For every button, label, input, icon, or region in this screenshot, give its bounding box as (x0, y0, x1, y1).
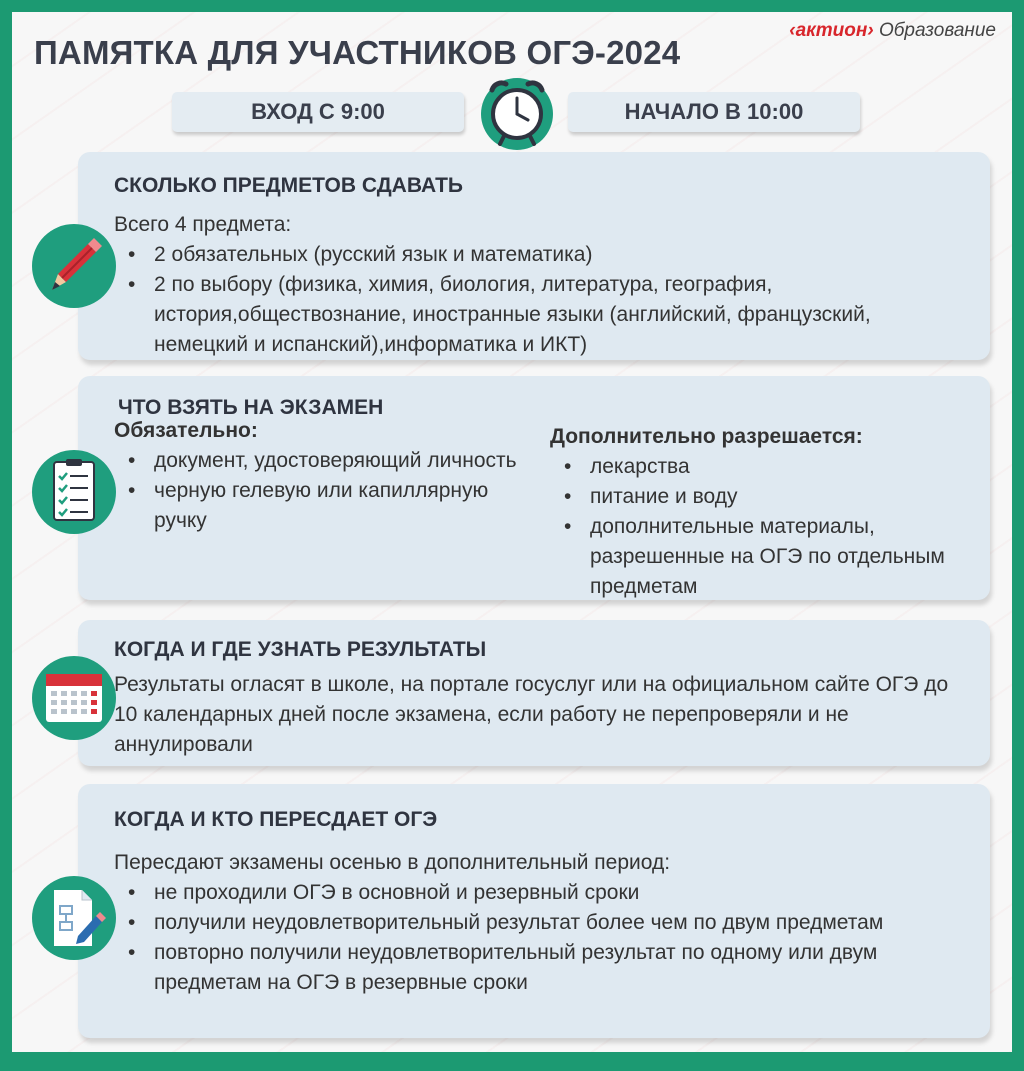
bring-required-list (114, 446, 534, 536)
checklist-icon (32, 450, 116, 534)
brand-name: ‹актион› (789, 20, 874, 41)
list-item: • 2 обязательных (русский язык и математика) (114, 240, 944, 270)
list-item: • повторно получили неудовлетворительный результат по одному или двум предметам на ОГЭ в резервные сроки (114, 938, 984, 998)
retake-text (114, 848, 984, 998)
page-title: ПАМЯТКА ДЛЯ УЧАСТНИКОВ ОГЭ-2024 (34, 34, 681, 71)
brand-sub: Образование (878, 20, 996, 41)
subjects-intro: Всего 4 предмета: (114, 213, 292, 236)
bring-extra-column (550, 422, 970, 602)
list-item: • не проходили ОГЭ в основной и резервный сроки (114, 878, 984, 908)
retake-list (114, 878, 984, 998)
results-text (114, 670, 974, 760)
list-item: • лекарства (550, 452, 970, 482)
retake-title: КОГДА И КТО ПЕРЕСДАЕТ ОГЭ (114, 808, 438, 831)
bring-extra-title: Дополнительно разрешается: (550, 425, 863, 448)
document-pen-icon (32, 876, 116, 960)
results-body: Результаты огласят в школе, на портале госуслуг или на официальном сайте ОГЭ до 10 календарных дней после экзамена, если работу не перепроверяли и не аннулировали (114, 673, 949, 756)
subjects-list (114, 240, 944, 360)
results-card (78, 620, 990, 766)
subjects-card (78, 152, 990, 360)
bring-required-title: Обязательно: (114, 419, 258, 442)
alarm-clock-icon (478, 70, 556, 154)
bring-required-column (114, 416, 534, 536)
entry-time-badge: ВХОД С 9:00 (172, 92, 464, 132)
bring-title: ЧТО ВЗЯТЬ НА ЭКЗАМЕН (118, 396, 384, 419)
list-item: • получили неудовлетворительный результат более чем по двум предметам (114, 908, 984, 938)
list-item: • дополнительные материалы, разрешенные на ОГЭ по отдельным предметам (550, 512, 970, 602)
pencil-icon (32, 224, 116, 308)
memo-frame (12, 12, 1012, 1052)
brand-logo (789, 20, 996, 42)
results-title: КОГДА И ГДЕ УЗНАТЬ РЕЗУЛЬТАТЫ (114, 638, 487, 661)
bring-card (78, 376, 990, 600)
list-item: • питание и воду (550, 482, 970, 512)
retake-intro: Пересдают экзамены осенью в дополнительный период: (114, 851, 671, 874)
subjects-title: СКОЛЬКО ПРЕДМЕТОВ СДАВАТЬ (114, 174, 463, 197)
calendar-icon (32, 656, 116, 740)
list-item: • черную гелевую или капиллярную ручку (114, 476, 534, 536)
retake-card (78, 784, 990, 1038)
list-item: • документ, удостоверяющий личность (114, 446, 534, 476)
start-time-badge: НАЧАЛО В 10:00 (568, 92, 860, 132)
subjects-text (114, 210, 944, 360)
bring-extra-list (550, 452, 970, 602)
list-item: • 2 по выбору (физика, химия, биология, литература, география, история,обществознание, иностранные языки (английский, французский, немецкий и испанский),информатика и ИКТ) (114, 270, 944, 360)
